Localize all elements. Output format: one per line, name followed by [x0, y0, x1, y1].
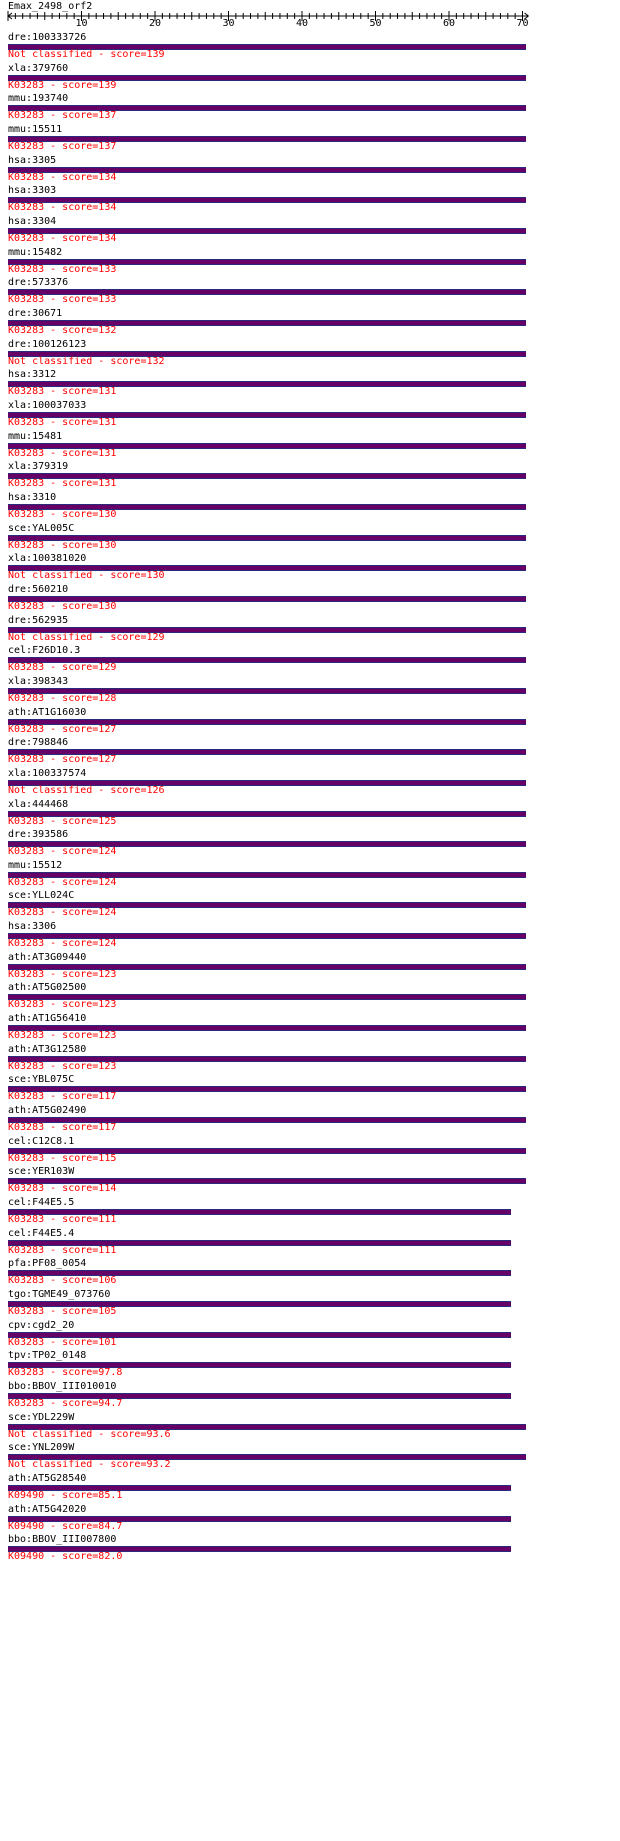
hit-gene-link[interactable]: pfa:PF08_0054	[8, 1258, 87, 1270]
hit-ko-score-label[interactable]: K03283 - score=134	[8, 171, 117, 183]
hit-ko-score-label[interactable]: K03283 - score=105	[8, 1306, 117, 1318]
hit-gene-link[interactable]: ath:AT5G28540	[8, 1473, 87, 1485]
ruler-tick-label: 30	[222, 18, 235, 29]
hit-ko-score-label[interactable]: K03283 - score=137	[8, 140, 117, 152]
hit-ko-score-label[interactable]: Not classified - score=129	[8, 631, 165, 643]
hit-gene-link[interactable]: xla:100381020	[8, 553, 87, 565]
hit-gene-link[interactable]: ath:AT1G16030	[8, 706, 87, 718]
hit-ko-score-label[interactable]: K03283 - score=134	[8, 232, 117, 244]
hit-ko-score-label[interactable]: K03283 - score=123	[8, 1030, 117, 1042]
hit-ko-score-label[interactable]: K03283 - score=97.8	[8, 1367, 123, 1379]
hit-ko-score-label[interactable]: K03283 - score=129	[8, 662, 117, 674]
hit-gene-link[interactable]: cel:C12C8.1	[8, 1135, 75, 1147]
hit-gene-link[interactable]: ath:AT1G56410	[8, 1013, 87, 1025]
hit-ko-score-label[interactable]: Not classified - score=93.2	[8, 1459, 171, 1471]
hit-gene-link[interactable]: hsa:3310	[8, 491, 57, 503]
hit-ko-score-label[interactable]: K03283 - score=127	[8, 723, 117, 735]
hit-gene-link[interactable]: xla:100037033	[8, 399, 87, 411]
hit-gene-link[interactable]: dre:573376	[8, 277, 69, 289]
hit-gene-link[interactable]: dre:798846	[8, 737, 69, 749]
hit-gene-link[interactable]: sce:YDL229W	[8, 1411, 75, 1423]
ruler-tick-label: 40	[296, 18, 309, 29]
hit-gene-link[interactable]: dre:100333726	[8, 32, 87, 43]
hit-ko-score-label[interactable]: K03283 - score=106	[8, 1275, 117, 1287]
hit-ko-score-label[interactable]: K09490 - score=82.0	[8, 1551, 123, 1563]
hit-ko-score-label[interactable]: K09490 - score=84.7	[8, 1520, 123, 1532]
hit-gene-link[interactable]: sce:YBL075C	[8, 1074, 75, 1086]
hit-ko-score-label[interactable]: Not classified - score=130	[8, 570, 165, 582]
ruler-tick-label: 70	[516, 18, 529, 29]
hit-gene-link[interactable]: xla:444468	[8, 798, 69, 810]
hit-ko-score-label[interactable]: Not classified - score=139	[8, 49, 165, 60]
hit-gene-link[interactable]: mmu:15512	[8, 859, 63, 871]
hit-gene-link[interactable]: ath:AT5G02490	[8, 1105, 87, 1117]
hit-ko-score-label[interactable]: K03283 - score=111	[8, 1214, 117, 1226]
hit-ko-score-label[interactable]: Not classified - score=132	[8, 355, 165, 367]
hit-gene-link[interactable]: ath:AT5G02500	[8, 982, 87, 994]
hit-gene-link[interactable]: dre:100126123	[8, 338, 87, 350]
hit-ko-score-label[interactable]: K03283 - score=123	[8, 968, 117, 980]
hit-gene-link[interactable]: xla:379319	[8, 461, 69, 473]
hit-ko-score-label[interactable]: K03283 - score=123	[8, 1060, 117, 1072]
hit-gene-link[interactable]: hsa:3305	[8, 154, 57, 166]
hit-gene-link[interactable]: bbo:BBOV_III010010	[8, 1381, 117, 1393]
hit-ko-score-label[interactable]: K03283 - score=115	[8, 1152, 117, 1164]
hit-gene-link[interactable]: dre:562935	[8, 614, 69, 626]
hit-gene-link[interactable]: dre:560210	[8, 583, 69, 595]
hit-gene-link[interactable]: mmu:193740	[8, 93, 69, 105]
hit-gene-link[interactable]: hsa:3303	[8, 185, 57, 197]
hit-ko-score-label[interactable]: K03283 - score=111	[8, 1244, 117, 1256]
hit-gene-link[interactable]: bbo:BBOV_III007800	[8, 1534, 117, 1546]
hit-ko-score-label[interactable]: Not classified - score=93.6	[8, 1428, 171, 1440]
hit-ko-score-label[interactable]: K03283 - score=124	[8, 876, 117, 888]
hit-ko-score-label[interactable]: K03283 - score=124	[8, 938, 117, 950]
hit-gene-link[interactable]: cpv:cgd2_20	[8, 1319, 75, 1331]
hit-gene-link[interactable]: sce:YNL209W	[8, 1442, 75, 1454]
hit-ko-score-label[interactable]: K03283 - score=123	[8, 999, 117, 1011]
hit-gene-link[interactable]: mmu:15482	[8, 246, 63, 258]
hit-ko-score-label[interactable]: K03283 - score=133	[8, 263, 117, 275]
hit-ko-score-label[interactable]: K03283 - score=137	[8, 110, 117, 122]
hit-ko-score-label[interactable]: K03283 - score=131	[8, 478, 117, 490]
hit-gene-link[interactable]: cel:F26D10.3	[8, 645, 81, 657]
hit-ko-score-label[interactable]: K03283 - score=130	[8, 508, 117, 520]
hit-gene-link[interactable]: hsa:3304	[8, 215, 57, 227]
hit-gene-link[interactable]: tpv:TP02_0148	[8, 1350, 87, 1362]
hit-gene-link[interactable]: cel:F44E5.5	[8, 1197, 75, 1209]
hit-ko-score-label[interactable]: K03283 - score=117	[8, 1122, 117, 1134]
hit-gene-link[interactable]: sce:YER103W	[8, 1166, 75, 1178]
hit-ko-score-label[interactable]: K03283 - score=133	[8, 294, 117, 306]
hit-gene-link[interactable]: xla:379760	[8, 62, 69, 74]
hit-gene-link[interactable]: ath:AT3G09440	[8, 951, 87, 963]
hit-ko-score-label[interactable]: K03283 - score=125	[8, 815, 117, 827]
hit-ko-score-label[interactable]: K03283 - score=117	[8, 1091, 117, 1103]
hit-gene-link[interactable]: hsa:3312	[8, 369, 57, 381]
hit-ko-score-label[interactable]: K03283 - score=131	[8, 386, 117, 398]
hit-gene-link[interactable]: dre:393586	[8, 829, 69, 841]
hit-ko-score-label[interactable]: Not classified - score=126	[8, 784, 165, 796]
hit-gene-link[interactable]: sce:YAL005C	[8, 522, 75, 534]
hit-ko-score-label[interactable]: K03283 - score=127	[8, 754, 117, 766]
hit-ko-score-label[interactable]: K09490 - score=85.1	[8, 1490, 123, 1502]
hit-ko-score-label[interactable]: K03283 - score=94.7	[8, 1398, 123, 1410]
hit-ko-score-label[interactable]: K03283 - score=114	[8, 1183, 117, 1195]
hit-ko-score-label[interactable]: K03283 - score=130	[8, 539, 117, 551]
ruler-tick-label: 60	[443, 18, 456, 29]
hit-ko-score-label[interactable]: K03283 - score=130	[8, 600, 117, 612]
hit-gene-link[interactable]: xla:398343	[8, 675, 69, 687]
hit-gene-link[interactable]: tgo:TGME49_073760	[8, 1289, 111, 1301]
hit-ko-score-label[interactable]: K03283 - score=128	[8, 692, 117, 704]
hit-ko-score-label[interactable]: K03283 - score=132	[8, 324, 117, 336]
hit-ko-score-label[interactable]: K03283 - score=124	[8, 907, 117, 919]
sequence-name: Emax_2498_orf2	[8, 1, 93, 12]
hit-gene-link[interactable]: xla:100337574	[8, 767, 87, 779]
ruler-tick-label: 10	[75, 18, 88, 29]
hit-gene-link[interactable]: hsa:3306	[8, 921, 57, 933]
hit-ko-score-label[interactable]: K03283 - score=134	[8, 202, 117, 214]
ruler-tick-label: 20	[149, 18, 162, 29]
hit-gene-link[interactable]: ath:AT3G12580	[8, 1043, 87, 1055]
hit-gene-link[interactable]: cel:F44E5.4	[8, 1227, 75, 1239]
ruler-tick-label: 50	[369, 18, 382, 29]
hit-ko-score-label[interactable]: K03283 - score=101	[8, 1336, 117, 1348]
hit-gene-link[interactable]: mmu:15511	[8, 123, 63, 135]
hit-gene-link[interactable]: ath:AT5G42020	[8, 1503, 87, 1515]
hit-ko-score-label[interactable]: K03283 - score=124	[8, 846, 117, 858]
hit-ko-score-label[interactable]: K03283 - score=131	[8, 416, 117, 428]
hit-ko-score-label[interactable]: K03283 - score=131	[8, 447, 117, 459]
hit-gene-link[interactable]: dre:30671	[8, 307, 63, 319]
hit-ko-score-label[interactable]: K03283 - score=139	[8, 79, 117, 91]
hit-gene-link[interactable]: sce:YLL024C	[8, 890, 75, 902]
hit-gene-link[interactable]: mmu:15481	[8, 430, 63, 442]
